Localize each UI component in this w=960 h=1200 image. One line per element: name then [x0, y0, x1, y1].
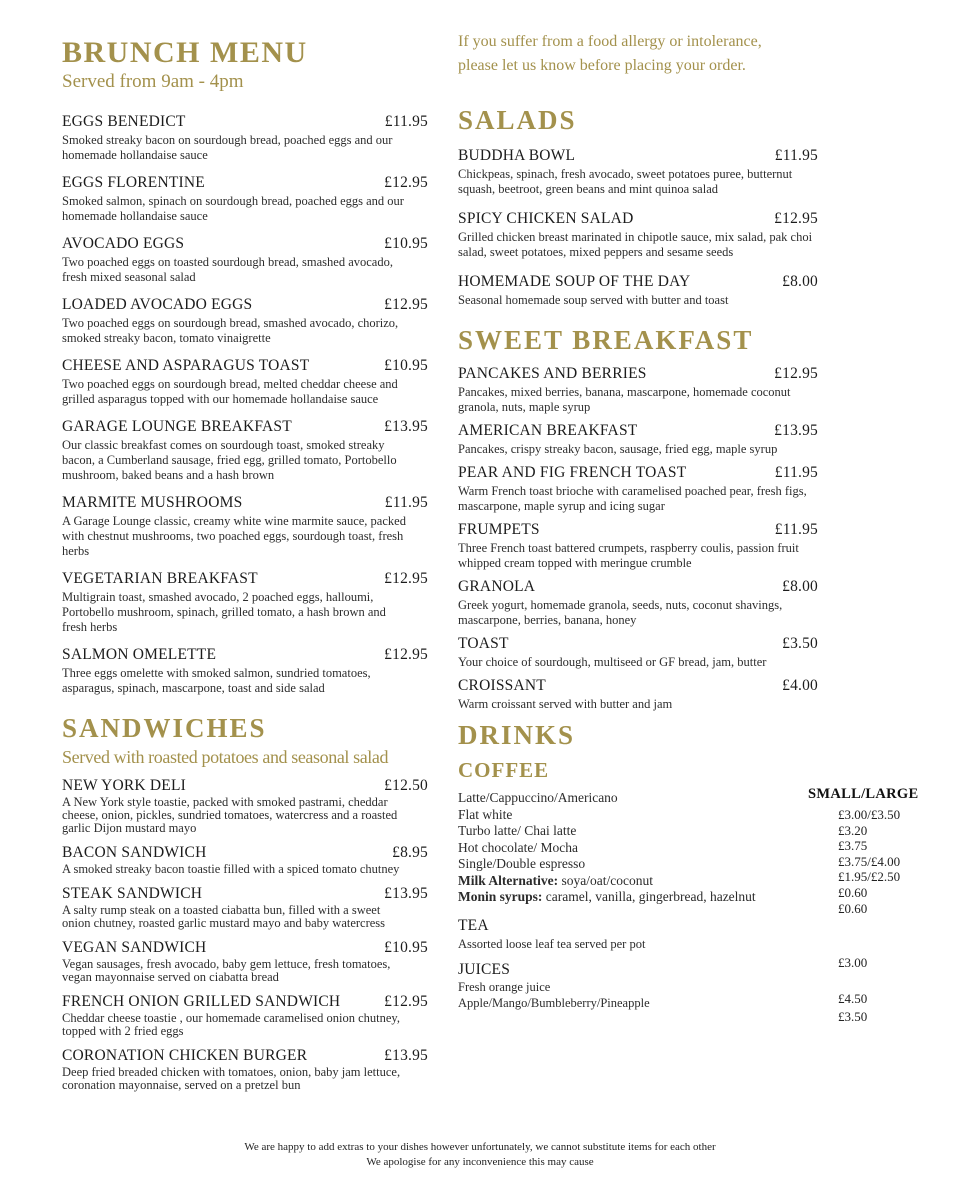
item-price: £12.95: [384, 296, 428, 313]
item-price: £11.95: [384, 113, 428, 130]
item-description: Our classic breakfast comes on sourdough toast, smoked streaky bacon, a Cumberland sausage, fried egg, grilled tomato, Portobello mushroom, baked beans and a hash brown: [62, 438, 397, 482]
coffee-price: £3.20: [838, 822, 868, 838]
menu-item: [62, 112, 428, 163]
allergy-note-line1: If you suffer from a food allergy or intolerance,: [458, 33, 762, 50]
juice-price-list: [838, 990, 867, 1026]
menu-item: [458, 364, 818, 415]
menu-item: [62, 843, 428, 876]
coffee-item-text: Latte/Cappuccino/Americano: [458, 790, 618, 805]
coffee-item-text: Turbo latte/ Chai latte: [458, 823, 577, 838]
salads-section: [458, 104, 908, 308]
item-description: Grilled chicken breast marinated in chipotle sauce, mix salad, pak choi salad, sweet potatoes, mixed peppers and sesame seeds: [458, 230, 813, 259]
menu-item: [62, 417, 428, 483]
item-name: SALMON OMELETTE: [62, 646, 217, 663]
item-price: £12.95: [384, 993, 428, 1010]
footer-line1: We are happy to add extras to your dishes however unfortunately, we cannot substitute items for each other: [244, 1141, 716, 1153]
item-name: FRUMPETS: [458, 521, 540, 538]
item-description: A salty rump steak on a toasted ciabatta bun, filled with a sweet onion chutney, roasted garlic mustard mayo and baby watercress: [62, 903, 386, 930]
item-price: £13.95: [384, 418, 428, 435]
drinks-heading: DRINKS: [458, 720, 576, 750]
salads-items: [458, 146, 908, 308]
item-description: Three eggs omelette with smoked salmon, sundried tomatoes, asparagus, spinach, mascarpone, toast and side salad: [62, 666, 371, 695]
menu-item: [62, 645, 428, 696]
allergy-note-line2: please let us know before placing your order.: [458, 57, 746, 74]
item-name: HOMEMADE SOUP OF THE DAY: [458, 273, 691, 290]
item-description: Multigrain toast, smashed avocado, 2 poached eggs, halloumi, Portobello mushroom, spinach, grilled tomato, a hash brown and fresh herbs: [62, 590, 386, 634]
menu-item: [458, 520, 818, 571]
page-title: BRUNCH MENU: [62, 36, 308, 69]
salads-heading: SALADS: [458, 105, 577, 135]
item-price: £3.50: [782, 635, 818, 652]
menu-item: [62, 493, 428, 559]
item-description: Warm French toast brioche with caramelised poached pear, fresh figs, mascarpone, maple syrup and icing sugar: [458, 484, 807, 513]
item-name: JUICES: [458, 960, 511, 978]
coffee-price: £3.75: [838, 838, 868, 854]
item-name: VEGETARIAN BREAKFAST: [62, 570, 258, 587]
item-price: £8.00: [782, 578, 818, 595]
item-price: £11.95: [774, 147, 818, 164]
item-description: Assorted loose leaf tea served per pot: [458, 936, 646, 951]
left-column: [62, 36, 428, 1100]
brunch-items: [62, 112, 428, 696]
item-price: £4.00: [782, 677, 818, 694]
menu-item: [62, 234, 428, 285]
item-name: TOAST: [458, 635, 509, 652]
item-description: Two poached eggs on sourdough bread, smashed avocado, chorizo, smoked streaky bacon, tomato vinaigrette: [62, 316, 399, 345]
item-description: A smoked streaky bacon toastie filled with a spiced tomato chutney: [62, 862, 400, 876]
sandwiches-subheading: Served with roasted potatoes and seasonal salad: [62, 747, 389, 767]
juice-price: £4.50: [838, 991, 868, 1006]
item-name: VEGAN SANDWICH: [62, 939, 207, 956]
coffee-price: £0.60: [838, 900, 868, 916]
item-name: FRENCH ONION GRILLED SANDWICH: [62, 993, 341, 1010]
sweet-breakfast-section: [458, 324, 908, 712]
menu-item: [458, 463, 818, 514]
menu-item: [458, 634, 818, 670]
item-price: £12.95: [384, 570, 428, 587]
item-price: £12.95: [774, 210, 818, 227]
item-description: Seasonal homemade soup served with butter and toast: [458, 293, 729, 307]
item-description: Two poached eggs on toasted sourdough bread, smashed avocado, fresh mixed seasonal salad: [62, 255, 393, 284]
coffee-price: £3.75/£4.00: [838, 853, 901, 869]
item-name: CHEESE AND ASPARAGUS TOAST: [62, 357, 310, 374]
sandwiches-section: [62, 712, 428, 1092]
item-price: £8.95: [392, 844, 428, 861]
sandwiches-items: [62, 776, 428, 1092]
menu-item: [458, 209, 818, 260]
item-name: SPICY CHICKEN SALAD: [458, 210, 634, 227]
item-price: £11.95: [384, 494, 428, 511]
page-subtitle: Served from 9am - 4pm: [62, 71, 244, 92]
item-name: PEAR AND FIG FRENCH TOAST: [458, 464, 687, 481]
item-price: £11.95: [774, 521, 818, 538]
size-column-header: SMALL/LARGE: [808, 786, 919, 802]
item-description: Warm croissant served with butter and jam: [458, 697, 673, 711]
item-description: Two poached eggs on sourdough bread, melted cheddar cheese and grilled asparagus topped with our homemade hollandaise sauce: [62, 377, 398, 406]
menu-item: [62, 173, 428, 224]
menu-item: [458, 577, 818, 628]
item-price: £13.95: [384, 1047, 428, 1064]
item-description: Pancakes, crispy streaky bacon, sausage, fried egg, maple syrup: [458, 442, 778, 456]
item-description: Cheddar cheese toastie , our homemade caramelised onion chutney, topped with 2 fried eggs: [62, 1011, 400, 1038]
tea-item: [458, 916, 908, 952]
coffee-heading: COFFEE: [458, 758, 550, 782]
tea-price: £3.00: [838, 955, 868, 970]
item-name: TEA: [458, 916, 489, 934]
item-description: Three French toast battered crumpets, raspberry coulis, passion fruit whipped cream topped with meringue crumble: [458, 541, 799, 570]
item-name: CORONATION CHICKEN BURGER: [62, 1047, 308, 1064]
item-price: £12.95: [384, 646, 428, 663]
item-name: NEW YORK DELI: [62, 777, 186, 794]
item-name: GARAGE LOUNGE BREAKFAST: [62, 418, 292, 435]
item-name: CROISSANT: [458, 677, 546, 694]
item-name: GRANOLA: [458, 578, 536, 595]
item-name: PANCAKES AND BERRIES: [458, 365, 647, 382]
juices-description-line2: Apple/Mango/Bumbleberry/Pineapple: [458, 995, 650, 1010]
coffee-price-list: [838, 807, 900, 916]
item-description: Vegan sausages, fresh avocado, baby gem lettuce, fresh tomatoes, vegan mayonnaise served on ciabatta bread: [62, 957, 391, 984]
item-name: EGGS FLORENTINE: [62, 174, 205, 191]
coffee-item-text: caramel, vanilla, gingerbread, hazelnut: [542, 889, 756, 904]
item-price: £12.50: [384, 777, 428, 794]
menu-item: [62, 776, 428, 835]
coffee-item-label: Monin syrups:: [458, 889, 543, 904]
item-name: AVOCADO EGGS: [62, 235, 185, 252]
menu-item: [62, 938, 428, 984]
menu-item: [458, 676, 818, 712]
coffee-item-text: Single/Double espresso: [458, 856, 586, 871]
menu-item: [62, 1046, 428, 1092]
item-price: £13.95: [384, 885, 428, 902]
item-price: £11.95: [774, 464, 818, 481]
menu-item: [458, 272, 818, 308]
item-name: MARMITE MUSHROOMS: [62, 494, 243, 511]
item-description: Pancakes, mixed berries, banana, mascarpone, homemade coconut granola, nuts, maple syrup: [458, 385, 791, 414]
menu-item: [62, 295, 428, 346]
item-price: £12.95: [384, 174, 428, 191]
item-price: £10.95: [384, 235, 428, 252]
menu-item: [458, 421, 818, 457]
sweet-breakfast-items: [458, 364, 908, 712]
item-description: A Garage Lounge classic, creamy white wine marmite sauce, packed with chestnut mushrooms, two poached eggs, sourdough toast, fresh herbs: [62, 514, 406, 558]
item-description: Your choice of sourdough, multiseed or GF bread, jam, butter: [458, 655, 767, 669]
coffee-item-text: Flat white: [458, 806, 513, 822]
item-description: A New York style toastie, packed with smoked pastrami, cheddar cheese, onion, pickles, sundried tomatoes, watercress and a roasted garlic Dijon mustard mayo: [62, 795, 398, 835]
juices-description-line1: Fresh orange juice: [458, 979, 551, 994]
sweet-breakfast-heading: SWEET BREAKFAST: [458, 325, 754, 355]
menu-item: [62, 992, 428, 1038]
item-price: £12.95: [774, 365, 818, 382]
menu-item: [62, 884, 428, 930]
item-name: STEAK SANDWICH: [62, 885, 203, 902]
coffee-item-text: soya/oat/coconut: [558, 872, 653, 888]
item-description: Deep fried breaded chicken with tomatoes, onion, baby jam lettuce, coronation mayonnaise, served on a pretzel bun: [62, 1065, 401, 1092]
coffee-price: £3.00/£3.50: [838, 807, 901, 822]
item-price: £13.95: [774, 422, 818, 439]
item-description: Smoked salmon, spinach on sourdough bread, poached eggs and our homemade hollandaise sauce: [62, 194, 404, 223]
allergy-note: [458, 30, 908, 78]
item-price: £8.00: [782, 273, 818, 290]
item-name: LOADED AVOCADO EGGS: [62, 296, 253, 313]
menu-item: [458, 146, 818, 197]
item-price: £10.95: [384, 357, 428, 374]
sandwiches-heading: SANDWICHES: [62, 713, 267, 743]
item-name: BUDDHA BOWL: [458, 147, 576, 164]
juice-price: £3.50: [838, 1009, 868, 1024]
menu-item: [62, 569, 428, 635]
footer-note: [0, 1140, 960, 1170]
item-price: £10.95: [384, 939, 428, 956]
item-name: AMERICAN BREAKFAST: [458, 422, 638, 439]
coffee-price: £1.95/£2.50: [838, 869, 901, 885]
item-name: BACON SANDWICH: [62, 844, 207, 861]
coffee-item-label: Milk Alternative:: [458, 872, 559, 888]
footer-line2: We apologise for any inconvenience this may cause: [366, 1156, 594, 1168]
item-name: EGGS BENEDICT: [62, 113, 186, 130]
coffee-item-text: Hot chocolate/ Mocha: [458, 839, 578, 855]
item-description: Smoked streaky bacon on sourdough bread, poached eggs and our homemade hollandaise sauce: [62, 133, 393, 162]
item-description: Chickpeas, spinach, fresh avocado, sweet potatoes puree, butternut squash, beetroot, green beans and mint quinoa salad: [458, 167, 793, 196]
coffee-price: £0.60: [838, 884, 868, 900]
menu-item: [62, 356, 428, 407]
item-description: Greek yogurt, homemade granola, seeds, nuts, coconut shavings, mascarpone, berries, banana, honey: [458, 598, 783, 627]
